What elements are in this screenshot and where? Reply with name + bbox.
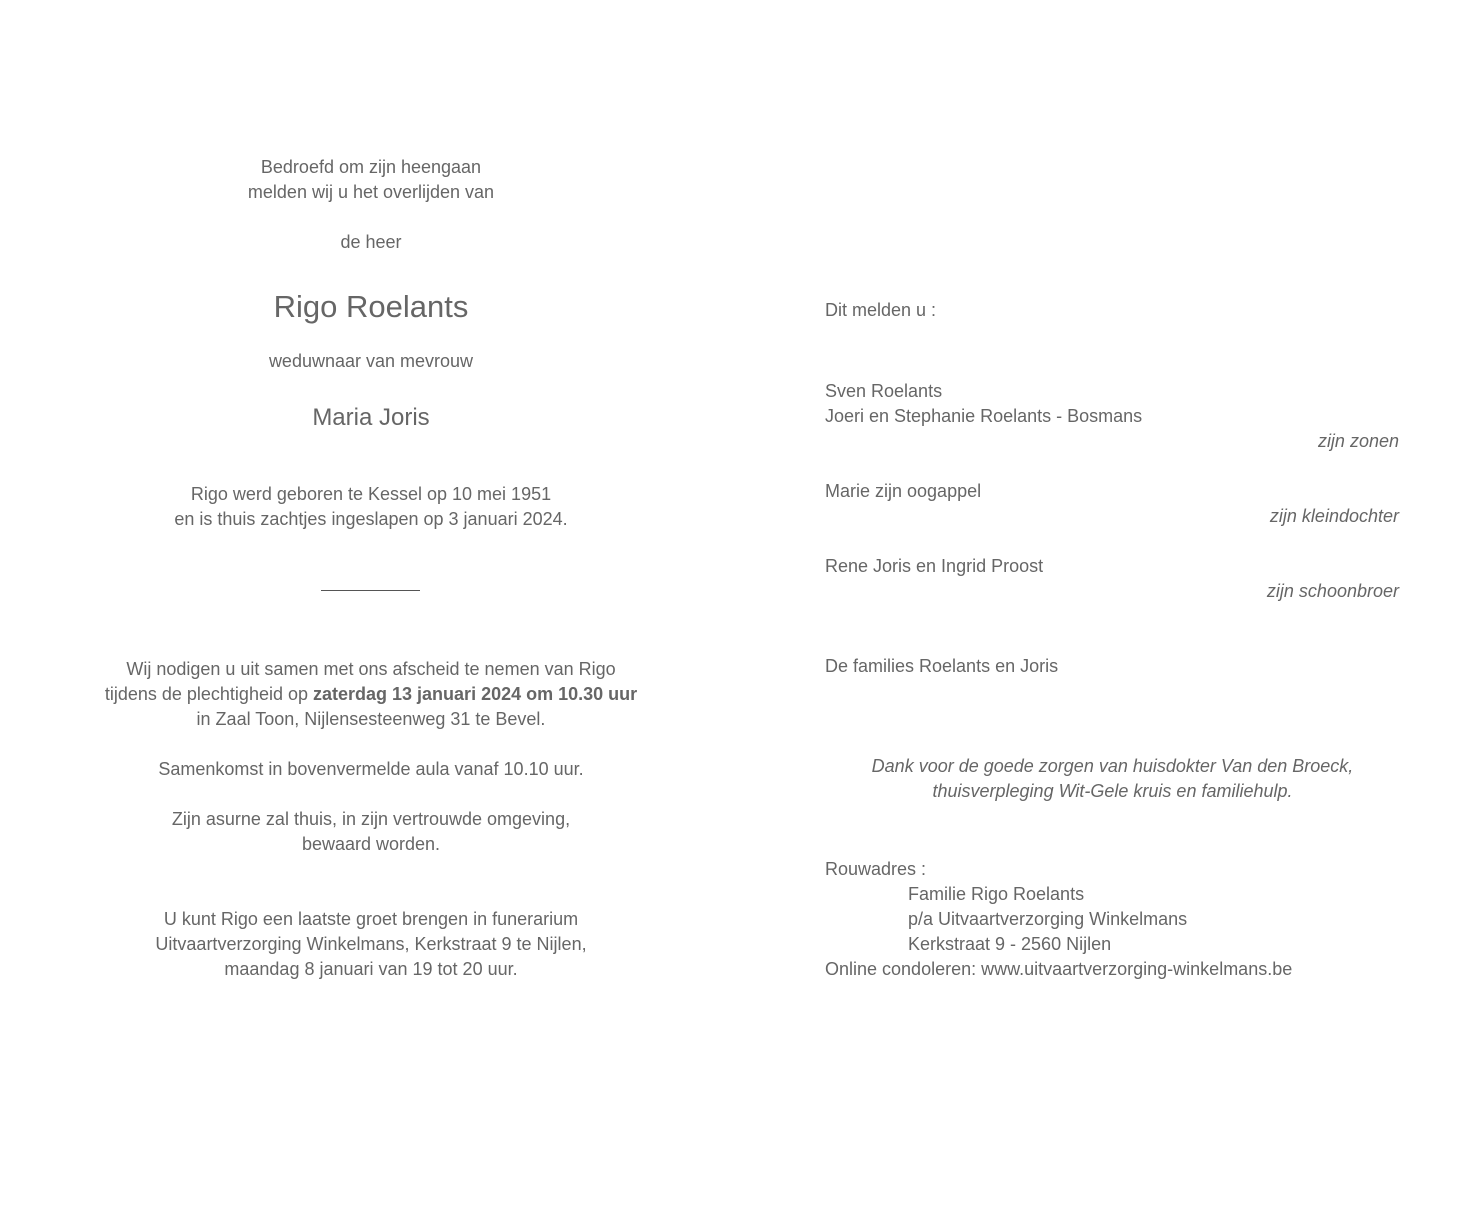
address-line-2: p/a Uitvaartverzorging Winkelmans: [908, 909, 1188, 929]
spouse-name: Maria Joris: [312, 404, 430, 431]
online-condolence: Online condoleren: www.uitvaartverzorging-winkelmans.be: [825, 959, 1293, 979]
honorific: de heer: [340, 232, 402, 252]
address-line-1: Familie Rigo Roelants: [908, 884, 1085, 904]
visit-line-1: U kunt Rigo een laatste groet brengen in funerarium: [163, 909, 579, 929]
son-2: Joeri en Stephanie Roelants - Bosmans: [825, 406, 1143, 426]
widower-line: weduwnaar van mevrouw: [268, 351, 474, 371]
son-1: Sven Roelants: [825, 381, 943, 401]
gathering-line: Samenkomst in bovenvermelde aula vanaf 10.10 uur.: [158, 759, 584, 779]
thanks-line-2: thuisverpleging Wit-Gele kruis en familiehulp.: [932, 781, 1293, 801]
brother-in-law: Rene Joris en Ingrid Proost: [825, 556, 1044, 576]
birth-line: Rigo werd geboren te Kessel op 10 mei 1951: [190, 484, 552, 504]
intro-line-2: melden wij u het overlijden van: [247, 182, 495, 202]
families-line: De families Roelants en Joris: [825, 656, 1059, 676]
divider-line: [321, 590, 420, 591]
invite-line-2: [95, 682, 647, 707]
visit-line-2: Uitvaartverzorging Winkelmans, Kerkstraat 9 te Nijlen,: [155, 934, 587, 954]
urn-line-2: bewaard worden.: [301, 834, 441, 854]
brother-in-law-relation: zijn schoonbroer: [1266, 581, 1399, 601]
visit-line-3: maandag 8 januari van 19 tot 20 uur.: [224, 959, 518, 979]
granddaughter-relation: zijn kleindochter: [1269, 506, 1399, 526]
death-line: en is thuis zachtjes ingeslapen op 3 januari 2024.: [174, 509, 568, 529]
intro-line-1: Bedroefd om zijn heengaan: [260, 157, 482, 177]
invite-line-2-prefix: tijdens de plechtigheid op: [104, 684, 313, 704]
announce-intro: Dit melden u :: [825, 300, 937, 320]
invite-line-1: Wij nodigen u uit samen met ons afscheid te nemen van Rigo: [126, 659, 616, 679]
ceremony-date-time: zaterdag 13 januari 2024 om 10.30 uur: [313, 684, 638, 704]
address-label: Rouwadres :: [825, 859, 927, 879]
deceased-name: Rigo Roelants: [273, 289, 469, 324]
sons-relation: zijn zonen: [1317, 431, 1399, 451]
granddaughter: Marie zijn oogappel: [825, 481, 982, 501]
address-line-3: Kerkstraat 9 - 2560 Nijlen: [908, 934, 1112, 954]
urn-line-1: Zijn asurne zal thuis, in zijn vertrouwde omgeving,: [171, 809, 571, 829]
invite-line-3: in Zaal Toon, Nijlensesteenweg 31 te Bevel.: [196, 709, 546, 729]
thanks-line-1: Dank voor de goede zorgen van huisdokter Van den Broeck,: [871, 756, 1354, 776]
